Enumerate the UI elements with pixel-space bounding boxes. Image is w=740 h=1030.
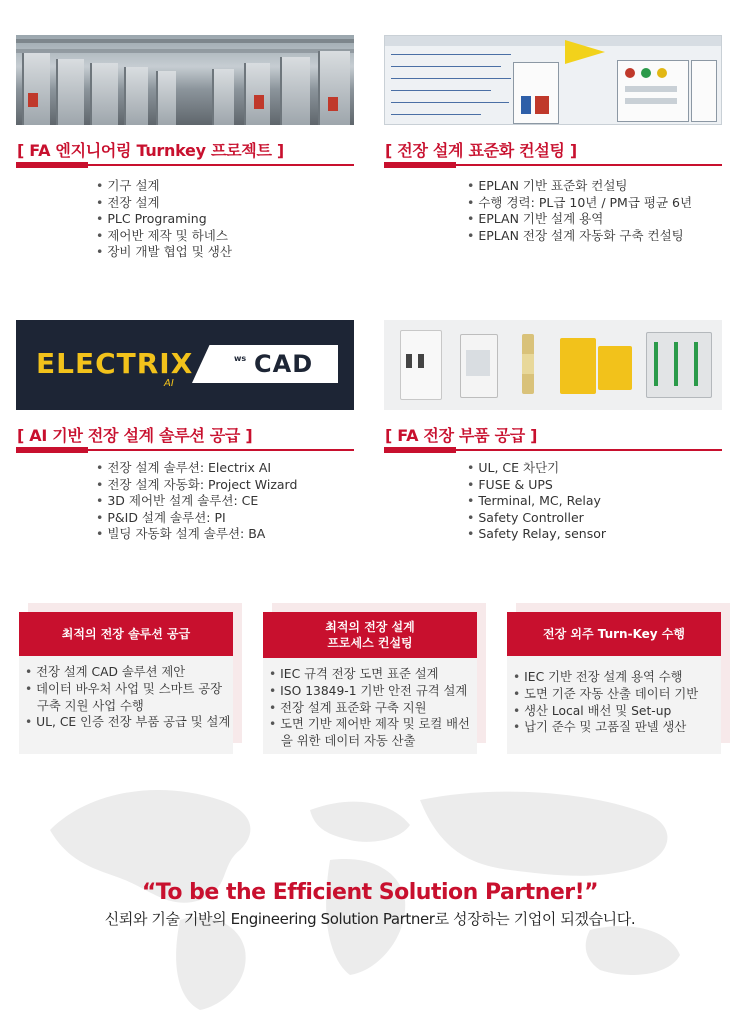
process-list-consulting (269, 666, 479, 750)
service-list-components (467, 460, 606, 543)
safety-sensor-icon (598, 346, 632, 390)
slogan-subline: 신뢰와 기술 기반의 Engineering Solution Partner로 성장하는 기업이 되겠습니다. (104, 910, 636, 928)
list-item: • 제어반 제작 및 하네스 (96, 228, 232, 245)
process-header-consulting (263, 612, 477, 658)
process-list-solution (25, 664, 231, 731)
eplan-schematic-screenshot (384, 35, 722, 125)
list-item: • 도면 기반 제어반 제작 및 로컬 배선을 위한 데이터 자동 산출 (269, 716, 479, 750)
list-item: • 빌딩 자동화 설계 솔루션: BA (96, 526, 297, 543)
process-list-turnkey (513, 669, 719, 736)
list-item: • 수행 경력: PL급 10년 / PM급 평균 6년 (467, 195, 692, 212)
safety-relay-icon (560, 338, 596, 394)
electrix-wscad-banner (16, 320, 354, 410)
list-item: • 전장 설계 (96, 195, 232, 212)
list-item: • 데이터 바우처 사업 및 스마트 공장 구축 지원 사업 수행 (25, 681, 231, 715)
service-title-ai-solution: [ AI 기반 전장 설계 솔루션 공급 ] (17, 426, 253, 445)
list-item: • P&ID 설계 솔루션: PI (96, 510, 297, 527)
list-item: • Safety Relay, sensor (467, 526, 606, 543)
service-title-consulting: [ 전장 설계 표준화 컨설팅 ] (385, 141, 577, 160)
list-item: • 전장 설계 솔루션: Electrix AI (96, 460, 297, 477)
list-item: • Safety Controller (467, 510, 606, 527)
service-title-components: [ FA 전장 부품 공급 ] (385, 426, 538, 445)
wscad-ws-mark: ws (234, 354, 247, 363)
list-item: • EPLAN 기반 표준화 컨설팅 (467, 178, 692, 195)
factory-hall-photo (16, 35, 354, 125)
wscad-cad-mark: CAD (254, 350, 314, 378)
list-item: • IEC 기반 전장 설계 용역 수행 (513, 669, 719, 686)
list-item: • Terminal, MC, Relay (467, 493, 606, 510)
list-item: • UL, CE 인증 전장 부품 공급 및 설계 (25, 714, 231, 731)
title-divider (384, 449, 722, 451)
process-header-line: 최적의 전장 설계 (325, 620, 415, 634)
process-header-turnkey: 전장 외주 Turn-Key 수행 (507, 612, 721, 656)
list-item: • UL, CE 차단기 (467, 460, 606, 477)
process-header-line: 프로세스 컨설팅 (327, 636, 413, 650)
service-title-turnkey: [ FA 엔지니어링 Turnkey 프로젝트 ] (17, 141, 284, 160)
list-item: • ISO 13849-1 기반 안전 규격 설계 (269, 683, 479, 700)
electrical-components-photo (384, 320, 722, 410)
list-item: • EPLAN 기반 설계 용역 (467, 211, 692, 228)
electrix-logo: ELECTRIX (36, 347, 194, 380)
list-item: • 도면 기준 자동 산출 데이터 기반 (513, 686, 719, 703)
list-item: • PLC Programing (96, 211, 232, 228)
list-item: • 전장 설계 표준화 구축 지원 (269, 700, 479, 717)
list-item: • 생산 Local 배선 및 Set-up (513, 703, 719, 720)
service-list-consulting (467, 178, 692, 244)
list-item: • 기구 설계 (96, 178, 232, 195)
title-divider (16, 164, 354, 166)
list-item: • IEC 규격 전장 도면 표준 설계 (269, 666, 479, 683)
electrix-ai-mark: AI (164, 378, 174, 389)
title-divider (16, 449, 354, 451)
service-list-turnkey (96, 178, 232, 261)
list-item: • 전장 설계 CAD 솔루션 제안 (25, 664, 231, 681)
list-item: • 전장 설계 자동화: Project Wizard (96, 477, 297, 494)
list-item: • 납기 준수 및 고품질 판넬 생산 (513, 719, 719, 736)
service-list-ai-solution (96, 460, 297, 543)
list-item: • EPLAN 전장 설계 자동화 구축 컨설팅 (467, 228, 692, 245)
list-item: • 3D 제어반 설계 솔루션: CE (96, 493, 297, 510)
list-item: • FUSE & UPS (467, 477, 606, 494)
process-header-solution: 최적의 전장 솔루션 공급 (19, 612, 233, 656)
list-item: • 장비 개발 협업 및 생산 (96, 244, 232, 261)
slogan-headline: “To be the Efficient Solution Partner!” (141, 880, 599, 905)
title-divider (384, 164, 722, 166)
